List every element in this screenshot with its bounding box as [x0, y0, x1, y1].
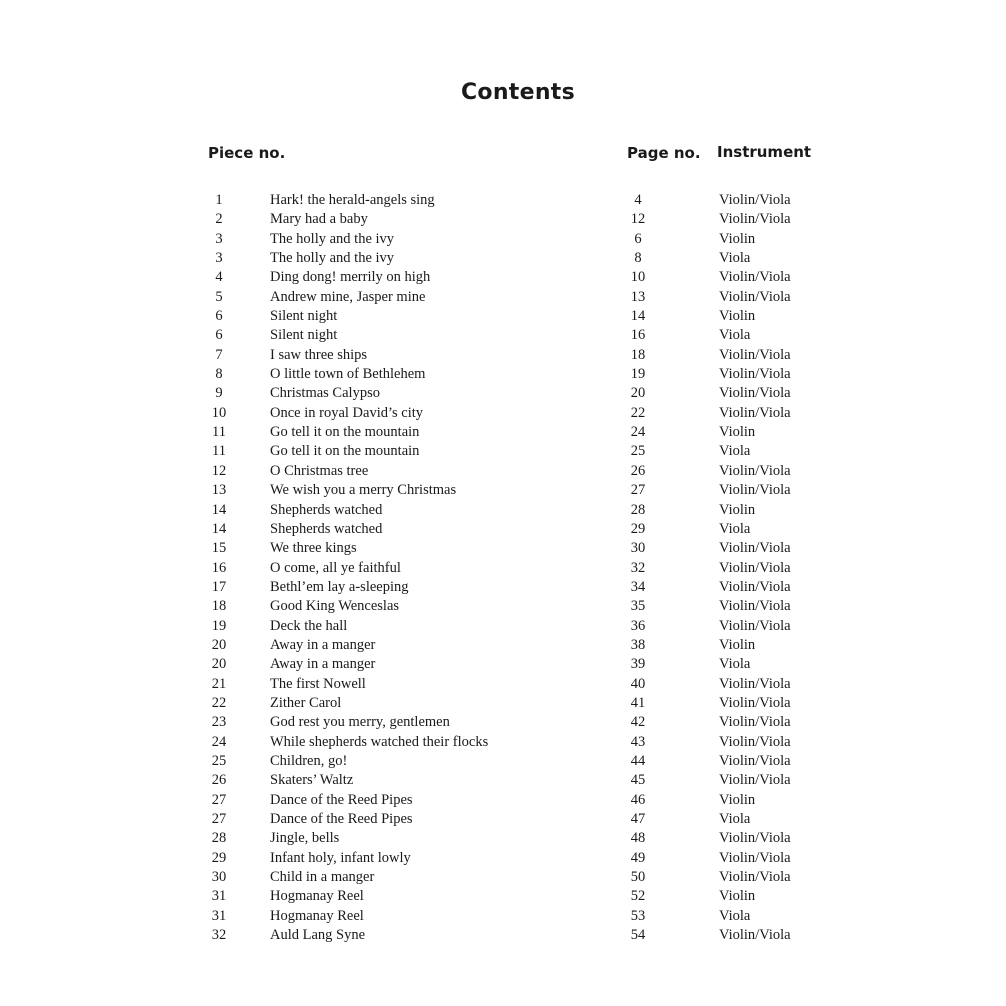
page-number: 41: [630, 694, 646, 711]
piece-title: Zither Carol: [270, 694, 342, 711]
table-row: [0, 675, 1006, 694]
piece-title: Shepherds watched: [270, 501, 383, 518]
instrument-name: Viola: [719, 520, 751, 537]
instrument-name: Violin: [719, 501, 756, 518]
page-number: 46: [630, 791, 646, 808]
instrument-name: Violin/Viola: [719, 772, 791, 789]
page-number: 24: [630, 424, 646, 441]
page-number: 38: [630, 636, 646, 653]
page-number: 30: [630, 540, 646, 557]
piece-title: Away in a manger: [270, 636, 376, 653]
page-number: 48: [630, 830, 646, 847]
instrument-name: Violin/Viola: [719, 462, 791, 479]
page-number: 32: [630, 559, 646, 576]
instrument-name: Violin/Viola: [719, 346, 791, 363]
page-number: 39: [630, 656, 646, 673]
table-row: [0, 307, 1006, 326]
piece-number: 10: [211, 404, 227, 421]
instrument-name: Viola: [719, 443, 751, 460]
piece-number: 14: [211, 520, 227, 537]
piece-number: 20: [211, 636, 227, 653]
table-row: [0, 288, 1006, 307]
piece-title: We three kings: [270, 540, 357, 557]
piece-title: Children, go!: [270, 752, 348, 769]
instrument-name: Violin: [719, 424, 756, 441]
piece-title: Good King Wenceslas: [270, 598, 400, 615]
piece-title: Andrew mine, Jasper mine: [270, 288, 426, 305]
piece-title: Shepherds watched: [270, 520, 383, 537]
piece-title: Jingle, bells: [270, 830, 340, 847]
piece-number: 3: [215, 230, 223, 247]
piece-number: 15: [211, 540, 227, 557]
instrument-name: Violin/Viola: [719, 752, 791, 769]
instrument-name: Violin/Viola: [719, 830, 791, 847]
instrument-name: Violin: [719, 791, 756, 808]
piece-number: 32: [211, 927, 227, 944]
piece-number: 22: [211, 694, 227, 711]
table-row: [0, 423, 1006, 442]
instrument-name: Violin/Viola: [719, 927, 791, 944]
piece-title: Go tell it on the mountain: [270, 443, 420, 460]
piece-title: Hark! the herald-angels sing: [270, 192, 435, 208]
table-row: [0, 907, 1006, 926]
instrument-name: Violin/Viola: [719, 714, 791, 731]
piece-title: The holly and the ivy: [270, 230, 395, 247]
piece-number: 24: [211, 733, 227, 750]
page-number: 19: [630, 366, 646, 383]
instrument-name: Viola: [719, 250, 751, 267]
piece-number: 28: [211, 830, 227, 847]
piece-title: O Christmas tree: [270, 462, 369, 479]
instrument-name: Violin: [719, 230, 756, 247]
page-number: 35: [630, 598, 646, 615]
piece-title: Hogmanay Reel: [270, 907, 364, 924]
table-row: [0, 617, 1006, 636]
page-number: 45: [630, 772, 646, 789]
instrument-name: Violin/Viola: [719, 385, 791, 402]
piece-number: 31: [211, 888, 227, 905]
instrument-name: Violin/Viola: [719, 540, 791, 557]
table-row: [0, 578, 1006, 597]
header-piece-no: Piece no.: [208, 144, 286, 162]
instrument-name: Violin/Viola: [719, 694, 791, 711]
header-instrument: Instrument: [717, 143, 812, 161]
piece-number: 4: [215, 269, 223, 286]
table-row: [0, 829, 1006, 848]
page-number: 40: [630, 675, 646, 692]
piece-title: We wish you a merry Christmas: [270, 482, 457, 499]
table-row: [0, 868, 1006, 887]
piece-title: The first Nowell: [270, 675, 366, 692]
piece-title: Go tell it on the mountain: [270, 424, 420, 441]
table-row: [0, 268, 1006, 287]
instrument-name: Violin/Viola: [719, 675, 791, 692]
page-number: 34: [630, 578, 646, 595]
piece-title: The holly and the ivy: [270, 250, 395, 267]
page-number: 10: [630, 269, 646, 286]
header-page-no: Page no.: [627, 144, 701, 162]
piece-title: Silent night: [270, 308, 338, 325]
piece-title: While shepherds watched their flocks: [270, 733, 489, 750]
piece-title: O come, all ye faithful: [270, 559, 401, 576]
piece-title: Silent night: [270, 327, 338, 344]
piece-number: 19: [211, 617, 227, 634]
piece-number: 5: [215, 288, 223, 305]
page-number: 43: [630, 733, 646, 750]
table-row: [0, 694, 1006, 713]
piece-number: 27: [211, 791, 227, 808]
piece-title: Once in royal David’s city: [270, 404, 424, 421]
piece-title: Auld Lang Syne: [270, 927, 366, 944]
page-number: 4: [634, 192, 642, 208]
table-row: [0, 810, 1006, 829]
piece-number: 26: [211, 772, 227, 789]
instrument-name: Violin/Viola: [719, 192, 791, 208]
page-number: 6: [634, 230, 642, 247]
page-number: 14: [630, 308, 646, 325]
page-number: 18: [630, 346, 646, 363]
table-row: [0, 481, 1006, 500]
page-number: 16: [630, 327, 646, 344]
instrument-name: Violin/Viola: [719, 366, 791, 383]
instrument-name: Viola: [719, 327, 751, 344]
table-row: [0, 501, 1006, 520]
piece-title: Child in a manger: [270, 869, 375, 886]
piece-number: 18: [211, 598, 227, 615]
instrument-name: Violin/Viola: [719, 482, 791, 499]
table-row: [0, 346, 1006, 365]
page-number: 8: [634, 250, 642, 267]
table-row: [0, 887, 1006, 906]
instrument-name: Violin/Viola: [719, 598, 791, 615]
piece-title: Infant holy, infant lowly: [270, 849, 411, 866]
piece-number: 30: [211, 869, 227, 886]
table-row: [0, 752, 1006, 771]
instrument-name: Violin/Viola: [719, 269, 791, 286]
table-row: [0, 849, 1006, 868]
page-number: 28: [630, 501, 646, 518]
instrument-name: Violin: [719, 636, 756, 653]
piece-number: 12: [211, 462, 227, 479]
piece-number: 20: [211, 656, 227, 673]
table-row: [0, 442, 1006, 461]
instrument-name: Violin/Viola: [719, 849, 791, 866]
piece-number: 13: [211, 482, 227, 499]
table-row: [0, 249, 1006, 268]
page-number: 12: [630, 211, 646, 228]
piece-number: 1: [215, 192, 223, 208]
piece-number: 25: [211, 752, 227, 769]
table-row: [0, 597, 1006, 616]
instrument-name: Viola: [719, 811, 751, 827]
piece-title: I saw three ships: [270, 346, 368, 363]
contents-table: [0, 191, 1006, 945]
table-row: [0, 520, 1006, 539]
instrument-name: Violin/Viola: [719, 578, 791, 595]
page-number: 29: [630, 520, 646, 537]
instrument-name: Violin/Viola: [719, 733, 791, 750]
piece-number: 3: [215, 250, 223, 267]
page-number: 25: [630, 443, 646, 460]
table-row: [0, 559, 1006, 578]
page-title: Contents: [460, 80, 576, 105]
piece-number: 14: [211, 501, 227, 518]
table-row: [0, 926, 1006, 945]
piece-number: 29: [211, 849, 227, 866]
piece-title: Hogmanay Reel: [270, 888, 364, 905]
table-row: [0, 326, 1006, 345]
page-number: 53: [630, 907, 646, 924]
piece-number: 2: [215, 211, 223, 228]
piece-title: Dance of the Reed Pipes: [270, 811, 413, 827]
piece-number: 11: [212, 424, 226, 441]
piece-number: 16: [211, 559, 227, 576]
table-row: [0, 791, 1006, 810]
table-row: [0, 636, 1006, 655]
instrument-name: Violin: [719, 888, 756, 905]
piece-number: 23: [211, 714, 227, 731]
table-row: [0, 733, 1006, 752]
instrument-name: Violin/Viola: [719, 288, 791, 305]
piece-number: 21: [211, 675, 227, 692]
instrument-name: Violin: [719, 308, 756, 325]
page-number: 52: [630, 888, 646, 905]
instrument-name: Violin/Viola: [719, 617, 791, 634]
table-row: [0, 365, 1006, 384]
piece-number: 11: [212, 443, 226, 460]
page-number: 44: [630, 752, 646, 769]
instrument-name: Violin/Viola: [719, 869, 791, 886]
page-number: 27: [630, 482, 646, 499]
piece-title: Christmas Calypso: [270, 385, 380, 402]
instrument-name: Viola: [719, 656, 751, 673]
piece-number: 9: [215, 385, 223, 402]
piece-number: 6: [215, 308, 223, 325]
page-number: 13: [630, 288, 646, 305]
instrument-name: Violin/Viola: [719, 404, 791, 421]
table-row: [0, 771, 1006, 790]
table-row: [0, 191, 1006, 210]
page-number: 42: [630, 714, 646, 731]
piece-title: Bethl’em lay a-sleeping: [270, 578, 409, 595]
page-number: 50: [630, 869, 646, 886]
page-number: 20: [630, 385, 646, 402]
piece-number: 17: [211, 578, 227, 595]
page-number: 47: [630, 811, 646, 827]
piece-number: 6: [215, 327, 223, 344]
piece-title: Skaters’ Waltz: [270, 772, 354, 789]
table-row: [0, 713, 1006, 732]
instrument-name: Viola: [719, 907, 751, 924]
table-row: [0, 404, 1006, 423]
page-number: 22: [630, 404, 646, 421]
page-number: 54: [630, 927, 646, 944]
page-number: 36: [630, 617, 646, 634]
piece-number: 7: [215, 346, 223, 363]
piece-title: Dance of the Reed Pipes: [270, 791, 413, 808]
table-row: [0, 655, 1006, 674]
piece-title: Deck the hall: [270, 617, 348, 634]
table-row: [0, 210, 1006, 229]
page-number: 49: [630, 849, 646, 866]
page-number: 26: [630, 462, 646, 479]
table-row: [0, 230, 1006, 249]
instrument-name: Violin/Viola: [719, 559, 791, 576]
table-row: [0, 462, 1006, 481]
table-row: [0, 539, 1006, 558]
piece-number: 31: [211, 907, 227, 924]
table-row: [0, 384, 1006, 403]
piece-title: God rest you merry, gentlemen: [270, 714, 450, 731]
instrument-name: Violin/Viola: [719, 211, 791, 228]
piece-number: 27: [211, 811, 227, 827]
piece-title: O little town of Bethlehem: [270, 366, 426, 383]
piece-title: Mary had a baby: [270, 211, 368, 228]
piece-title: Ding dong! merrily on high: [270, 269, 431, 286]
piece-number: 8: [215, 366, 223, 383]
piece-title: Away in a manger: [270, 656, 376, 673]
